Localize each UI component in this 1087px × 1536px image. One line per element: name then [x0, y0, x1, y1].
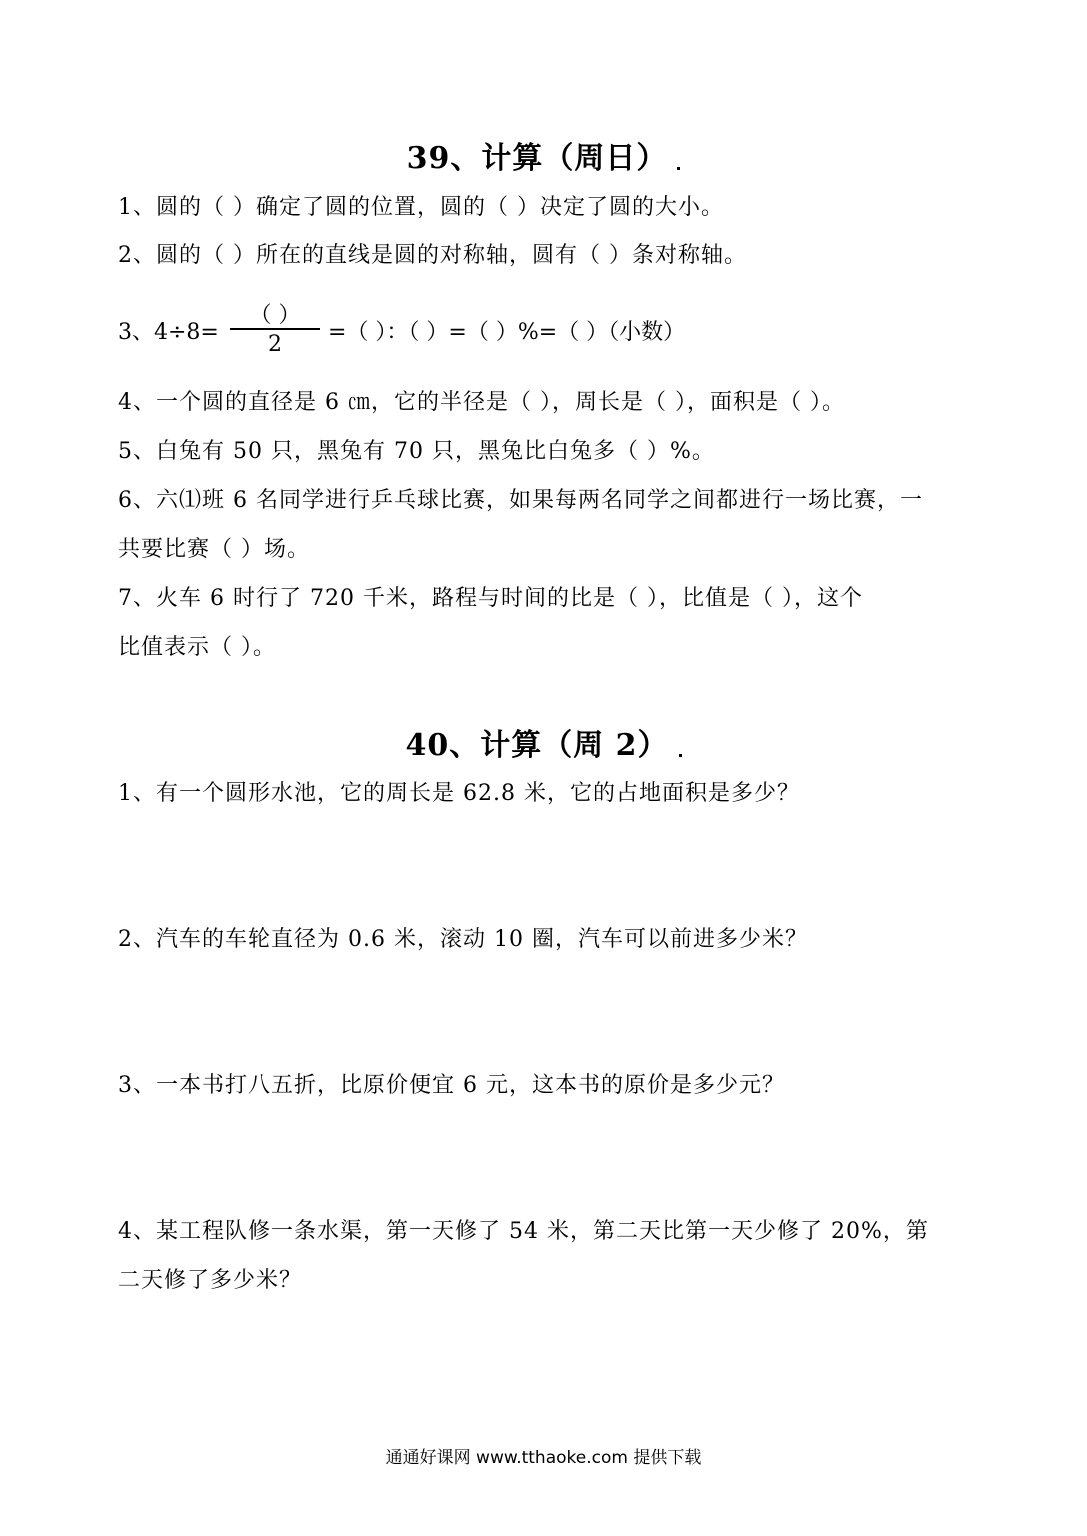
- title-dot: [679, 754, 682, 757]
- question-40-4-line2: 二天修了多少米？: [118, 1268, 303, 1293]
- question-39-2: 2、圆的（ ）所在的直线是圆的对称轴，圆有（ ）条对称轴。: [118, 243, 747, 268]
- question-39-6-line2: 共要比赛（ ）场。: [118, 537, 310, 562]
- question-40-1: 1、有一个圆形水池，它的周长是 62.8 米，它的占地面积是多少？: [118, 781, 800, 806]
- question-39-3-prefix: 3、4÷8=: [118, 320, 219, 345]
- question-39-7-line1: 7、火车 6 时行了 720 千米，路程与时间的比是（ ），比值是（ ），这个: [118, 586, 863, 611]
- section-39-title: [0, 133, 1087, 177]
- question-40-2: 2、汽车的车轮直径为 0.6 米，滚动 10 圈，汽车可以前进多少米？: [118, 927, 808, 952]
- question-39-1: 1、圆的（ ）确定了圆的位置，圆的（ ）决定了圆的大小。: [118, 195, 724, 220]
- section-40-title-text: 40、计算（周 2）: [405, 728, 669, 763]
- question-39-7-line2: 比值表示（ ）。: [118, 635, 276, 660]
- question-39-6-line1: 6、六⑴班 6 名同学进行乒乓球比赛，如果每两名同学之间都进行一场比赛，一: [118, 488, 923, 513]
- title-dot: [677, 167, 680, 170]
- section-40-title: [0, 720, 1087, 764]
- fraction-denominator: 2: [268, 332, 282, 357]
- footer-credit: 通通好课网 www.tthaoke.com 提供下载: [385, 1448, 702, 1468]
- question-39-5: 5、白兔有 50 只，黑兔有 70 只，黑兔比白兔多（ ）%。: [118, 439, 715, 464]
- question-40-3: 3、一本书打八五折，比原价便宜 6 元，这本书的原价是多少元？: [118, 1073, 785, 1098]
- question-40-4-line1: 4、某工程队修一条水渠，第一天修了 54 米，第二天比第一天少修了 20%，第: [118, 1219, 929, 1244]
- question-39-4: 4、一个圆的直径是 6 ㎝，它的半径是（ ），周长是（ ），面积是（ ）。: [118, 390, 845, 415]
- question-39-3-suffix: =（ ）：（ ）=（ ）%=（ ）（小数）: [328, 320, 686, 345]
- fraction-numerator: （ ）: [249, 303, 301, 328]
- fraction-bar: [230, 328, 320, 330]
- section-39-title-text: 39、计算（周日）: [406, 141, 668, 176]
- fraction: [230, 298, 320, 362]
- question-39-3: [118, 298, 978, 362]
